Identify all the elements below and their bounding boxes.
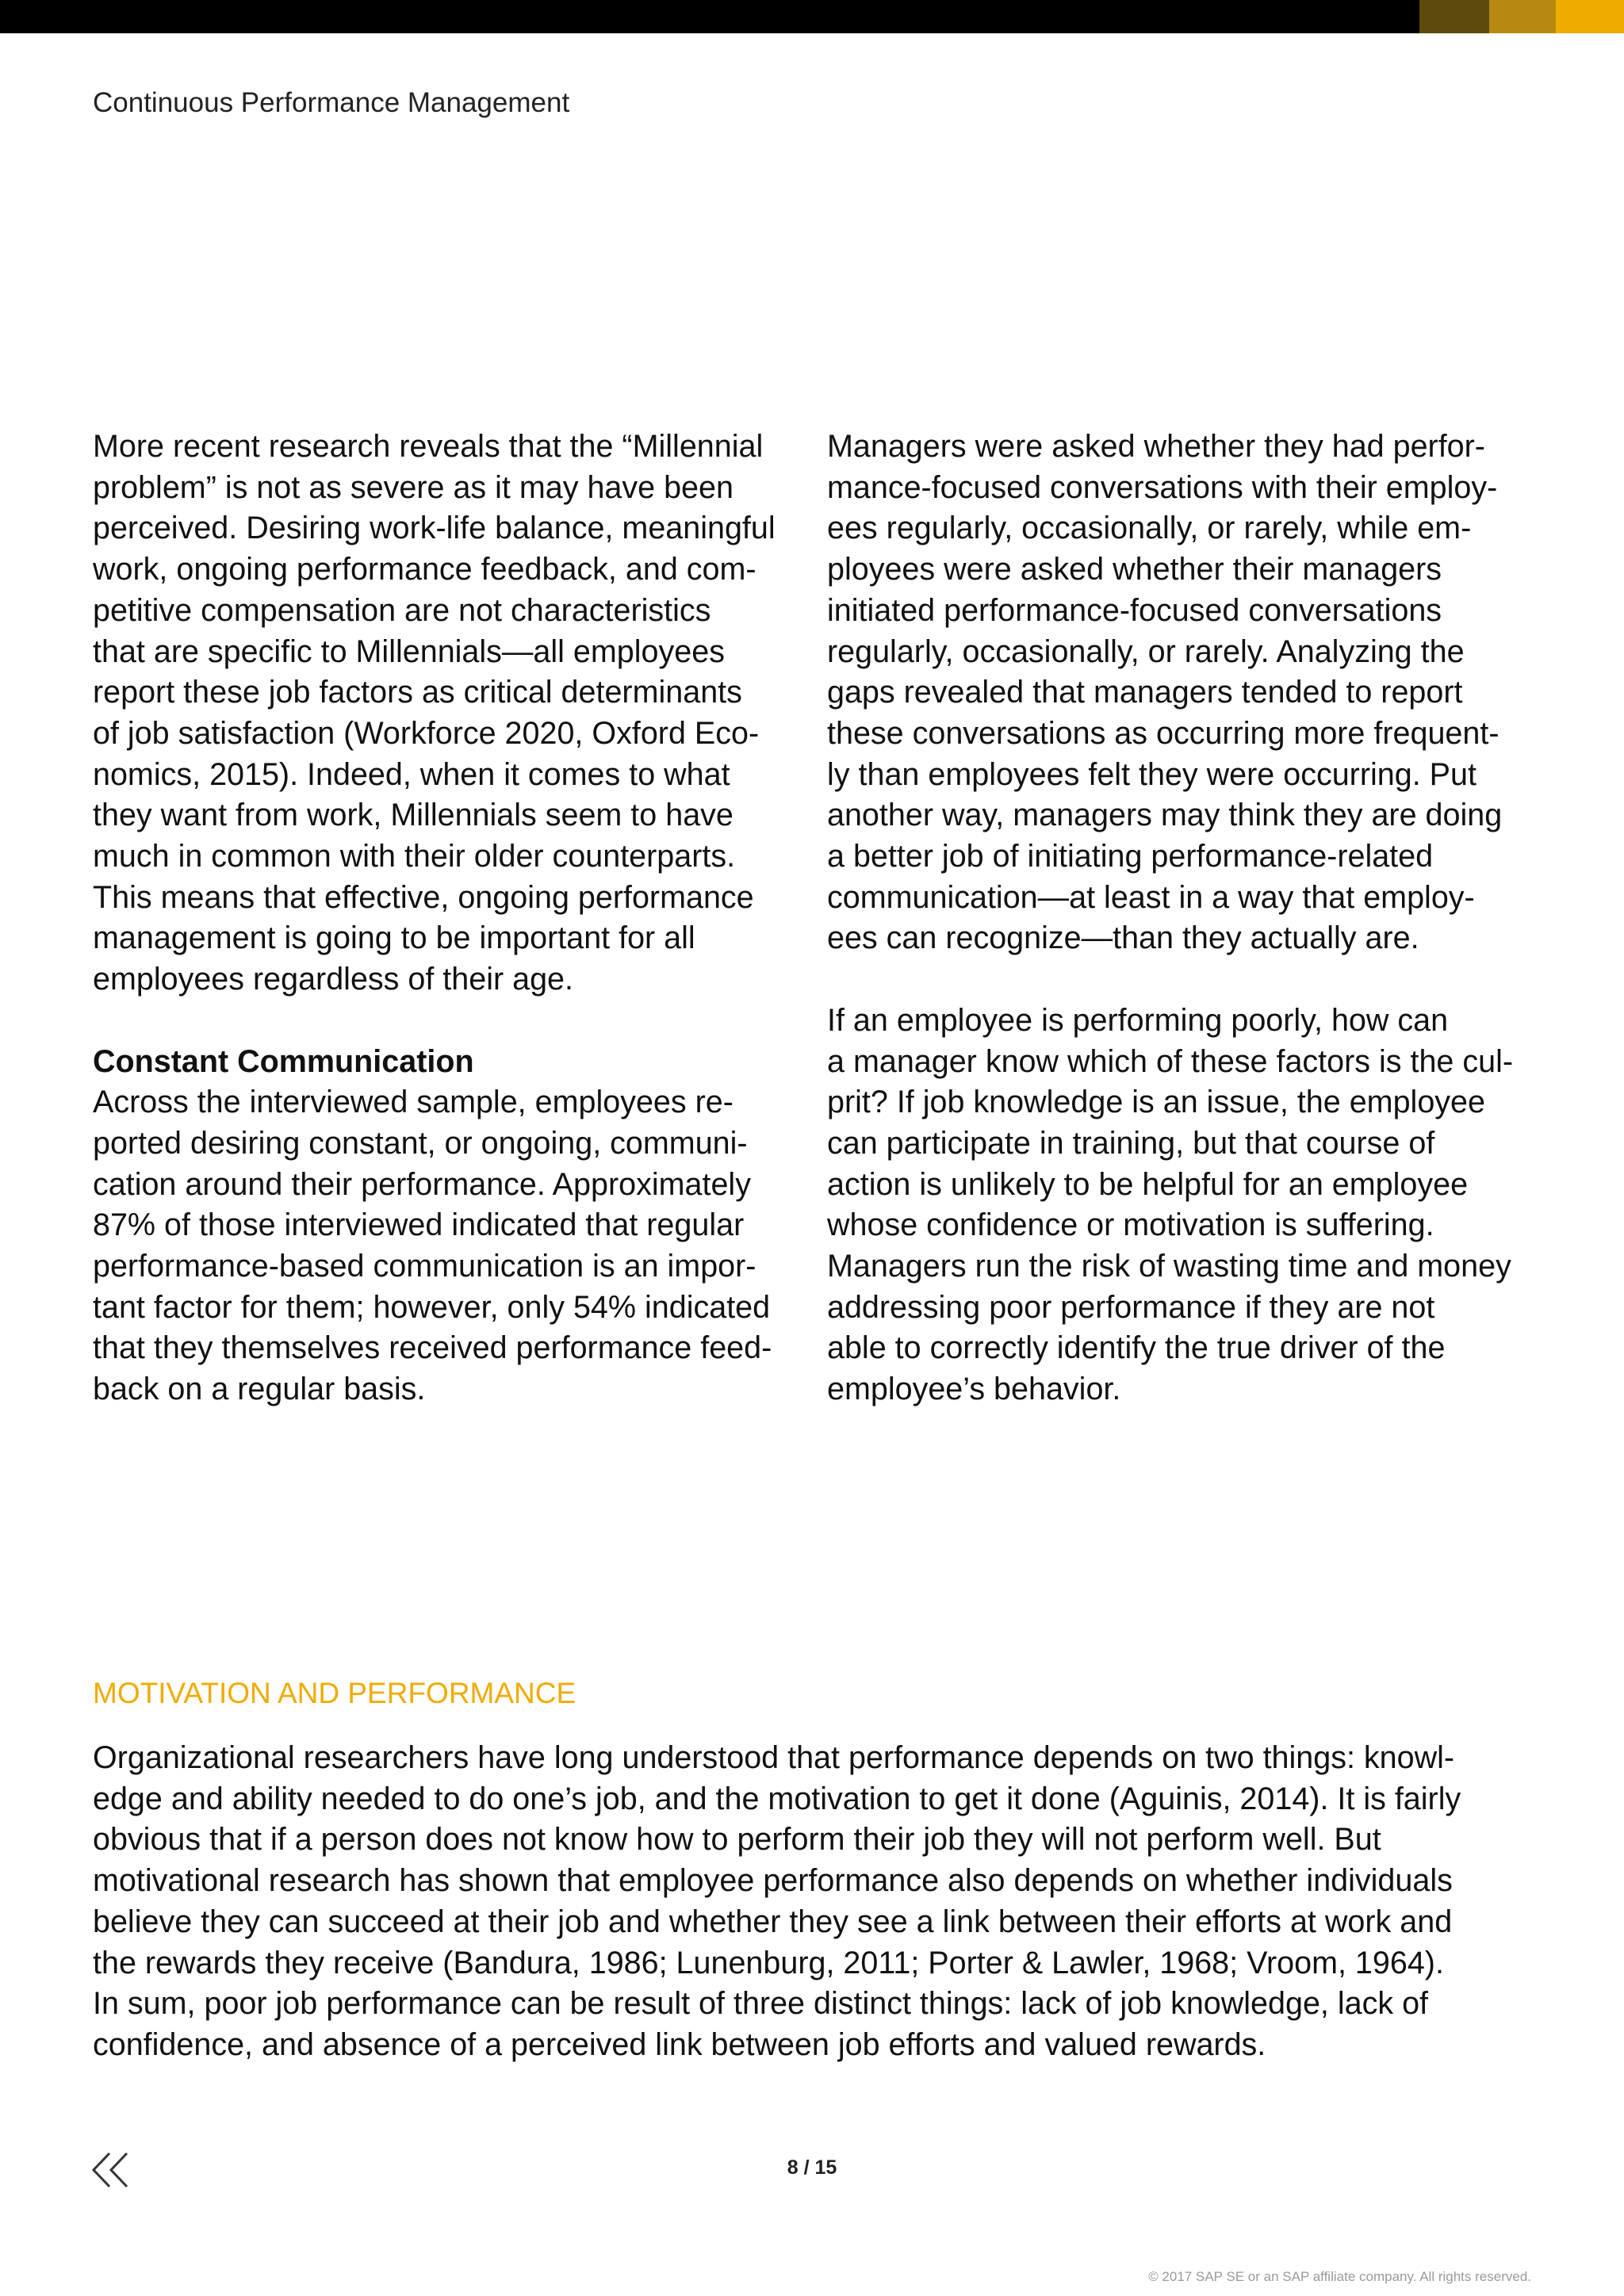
left-column bbox=[93, 427, 806, 1410]
text-line: employee’s behavior. bbox=[827, 1372, 1121, 1407]
text-line: This means that effective, ongoing performance bbox=[93, 879, 754, 915]
document-title: Continuous Performance Management bbox=[93, 87, 570, 118]
text-line: Across the interviewed sample, employees re- bbox=[93, 1085, 733, 1120]
text-line: tant factor for them; however, only 54% indicated bbox=[93, 1289, 771, 1325]
left-paragraph-1 bbox=[93, 427, 806, 1001]
text-line: ly than employees felt they were occurring. Put bbox=[827, 756, 1477, 792]
text-line: the rewards they receive (Bandura, 1986; Lunenburg, 2011; Porter & Lawler, 1968; Vroom, 1964). bbox=[93, 1945, 1444, 1980]
text-line: another way, managers may think they are doing bbox=[827, 798, 1503, 833]
text-line: report these job factors as critical determinants bbox=[93, 675, 742, 710]
text-line: these conversations as occurring more frequent- bbox=[827, 715, 1500, 751]
text-line: much in common with their older counterparts. bbox=[93, 839, 736, 874]
left-paragraph-2 bbox=[93, 1082, 806, 1410]
text-line: back on a regular basis. bbox=[93, 1372, 426, 1407]
paragraph-gap bbox=[827, 959, 1541, 1001]
paragraph-gap bbox=[93, 1001, 806, 1042]
text-line: initiated performance-focused conversations bbox=[827, 592, 1442, 628]
subheading-constant-communication: Constant Communication bbox=[93, 1043, 474, 1079]
text-line: work, ongoing performance feedback, and com- bbox=[93, 552, 756, 587]
text-line: action is unlikely to be helpful for an employee bbox=[827, 1166, 1469, 1202]
text-line: employees regardless of their age. bbox=[93, 962, 574, 997]
text-line: Organizational researchers have long understood that performance depends on two things: knowl- bbox=[93, 1740, 1455, 1775]
text-line: Managers run the risk of wasting time and money bbox=[827, 1249, 1511, 1284]
text-line: ported desiring constant, or ongoing, communi- bbox=[93, 1125, 748, 1161]
text-line: communication—at least in a way that employ- bbox=[827, 879, 1475, 915]
text-line: performance-based communication is an impor- bbox=[93, 1249, 756, 1284]
text-line: ees can recognize—than they actually are. bbox=[827, 920, 1419, 956]
text-line: regularly, occasionally, or rarely. Analyzing the bbox=[827, 633, 1465, 669]
text-line: can participate in training, but that course of bbox=[827, 1125, 1435, 1161]
top-bar-stripe-dark bbox=[1419, 0, 1489, 33]
text-line: More recent research reveals that the “Millennial bbox=[93, 429, 764, 464]
text-line: cation around their performance. Approximately bbox=[93, 1166, 751, 1202]
text-line: believe they can succeed at their job and whether they see a link between their efforts at work and bbox=[93, 1904, 1453, 1939]
top-bar bbox=[0, 0, 1624, 33]
text-line: mance-focused conversations with their employ- bbox=[827, 469, 1498, 505]
text-line: nomics, 2015). Indeed, when it comes to what bbox=[93, 756, 730, 792]
text-line: whose confidence or motivation is suffering. bbox=[827, 1207, 1434, 1243]
text-line: problem” is not as severe as it may have been bbox=[93, 469, 733, 505]
text-line: a better job of initiating performance-related bbox=[827, 839, 1434, 874]
text-line: prit? If job knowledge is an issue, the employee bbox=[827, 1085, 1485, 1120]
top-bar-stripe-light bbox=[1556, 0, 1624, 33]
text-line: If an employee is performing poorly, how can bbox=[827, 1002, 1449, 1038]
copyright-notice: © 2017 SAP SE or an SAP affiliate company. All rights reserved. bbox=[1148, 2269, 1531, 2284]
page-number: 8 / 15 bbox=[787, 2156, 837, 2179]
double-chevron-left-icon bbox=[89, 2150, 133, 2190]
top-bar-stripe-mid bbox=[1489, 0, 1556, 33]
text-line: 87% of those interviewed indicated that regular bbox=[93, 1207, 745, 1243]
text-line: able to correctly identify the true driver of the bbox=[827, 1330, 1446, 1366]
text-line: motivational research has shown that employee performance also depends on whether individuals bbox=[93, 1863, 1453, 1899]
text-line: petitive compensation are not characteristics bbox=[93, 592, 711, 628]
text-line: ployees were asked whether their managers bbox=[827, 552, 1442, 587]
text-line: confidence, and absence of a perceived link between job efforts and valued rewards. bbox=[93, 2026, 1266, 2062]
text-line: Managers were asked whether they had perfor- bbox=[827, 429, 1485, 464]
text-line: perceived. Desiring work-life balance, meaningful bbox=[93, 511, 776, 546]
text-line: a manager know which of these factors is the cul- bbox=[827, 1043, 1514, 1079]
text-line: that are specific to Millennials—all employees bbox=[93, 633, 725, 669]
text-line: of job satisfaction (Workforce 2020, Oxford Eco- bbox=[93, 715, 760, 751]
right-paragraph-1 bbox=[827, 427, 1541, 959]
text-line: ees regularly, occasionally, or rarely, while em- bbox=[827, 511, 1472, 546]
text-line: addressing poor performance if they are not bbox=[827, 1289, 1435, 1325]
back-button[interactable] bbox=[89, 2150, 133, 2190]
text-line: In sum, poor job performance can be result of three distinct things: lack of job knowledge, lack of bbox=[93, 1986, 1429, 2022]
text-line: they want from work, Millennials seem to have bbox=[93, 798, 733, 833]
text-line: management is going to be important for all bbox=[93, 920, 695, 956]
right-column bbox=[827, 427, 1541, 1410]
section-title-motivation-and-performance: MOTIVATION AND PERFORMANCE bbox=[93, 1677, 576, 1709]
text-line: gaps revealed that managers tended to report bbox=[827, 675, 1463, 710]
text-line: that they themselves received performance feed- bbox=[93, 1330, 772, 1366]
text-line: edge and ability needed to do one’s job, and the motivation to get it done (Aguinis, 2014). It is fairly bbox=[93, 1781, 1461, 1816]
text-line: obvious that if a person does not know how to perform their job they will not perform well. But bbox=[93, 1822, 1381, 1858]
right-paragraph-2 bbox=[827, 1001, 1541, 1410]
section-body bbox=[93, 1738, 1544, 2066]
